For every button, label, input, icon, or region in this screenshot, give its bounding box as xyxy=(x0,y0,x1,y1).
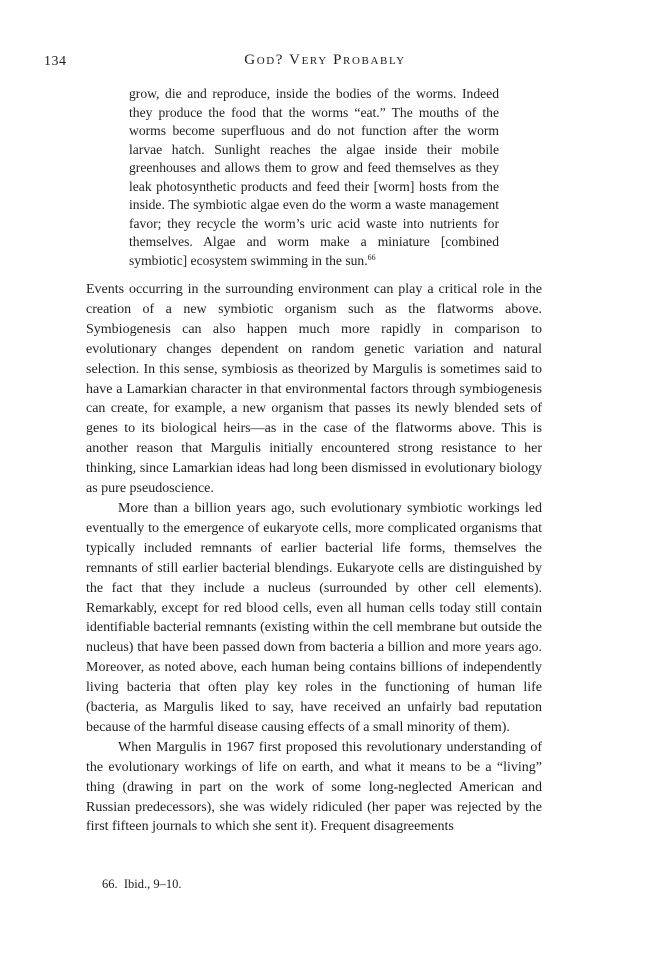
footnote-reference: 66 xyxy=(367,252,376,262)
body-text xyxy=(86,280,542,837)
paragraph-3: When Margulis in 1967 first proposed this revolutionary understanding of the evolutionary workings of life on earth, and what it means to be a “living” thing (drawing in part on the work of some long-neglected American and Russian predecessors), she was widely ridiculed (her paper was rejected by the first fifteen journals to which she sent it). Frequent disagreements xyxy=(86,739,542,835)
running-head: God? Very Probably xyxy=(244,52,406,68)
paragraph-1: Events occurring in the surrounding environment can play a critical role in the creation of a new symbiotic organism such as the flatworms above. Symbiogenesis can also happen much more rapidly in comparison to evolutionary changes dependent on random genetic variation and natural selection. In this sense, symbiosis as theorized by Margulis is sometimes said to have a Lamarkian character in that environmental factors through symbiogenesis can create, for example, a new organism that passes its newly blended sets of genes to its biological heirs—as in the case of the flatworms above. This is another reason that Margulis initially encountered strong resistance to her thinking, since Lamarkian ideas had long been dismissed in evolutionary biology as pure pseudoscience. xyxy=(86,282,542,497)
paragraph-2: More than a billion years ago, such evolutionary symbiotic workings led eventually to the emergence of eukaryote cells, more complicated organisms that typically included remnants of earlier bacterial life forms, themselves the remnants of still earlier bacterial blendings. Eukaryote cells are distinguished by the fact that they include a nucleus (surrounded by other cell elements). Remarkably, except for red blood cells, even all human cells today still contain identifiable bacterial remnants (existing within the cell membrane but outside the nucleus) that have been passed down from bacteria a billion and more years ago. Moreover, as noted above, each human being contains billions of independently living bacteria that often play key roles in the functioning of human life (bacteria, as Margulis liked to say, have received an unfairly bad reputation because of the harmful disease causing effects of a small minority of them). xyxy=(86,500,542,735)
block-quote xyxy=(129,85,499,270)
block-quote-text: grow, die and reproduce, inside the bodies of the worms. Indeed they produce the food that the worms “eat.” The mouths of the worms become superfluous and do not function after the worm larvae hatch. Sunlight reaches the algae inside their mobile greenhouses and allows them to grow and feed themselves as they leak photosynthetic products and feed their [worm] hosts from the inside. The symbiotic algae even do the worm a waste management favor; they recycle the worm’s uric acid waste into nutrients for themselves. Algae and worm make a miniature [combined symbiotic] ecosystem swimming in the sun. xyxy=(129,86,499,268)
footnote: 66. Ibid., 9–10. xyxy=(102,877,182,891)
page-number: 134 xyxy=(44,54,67,69)
